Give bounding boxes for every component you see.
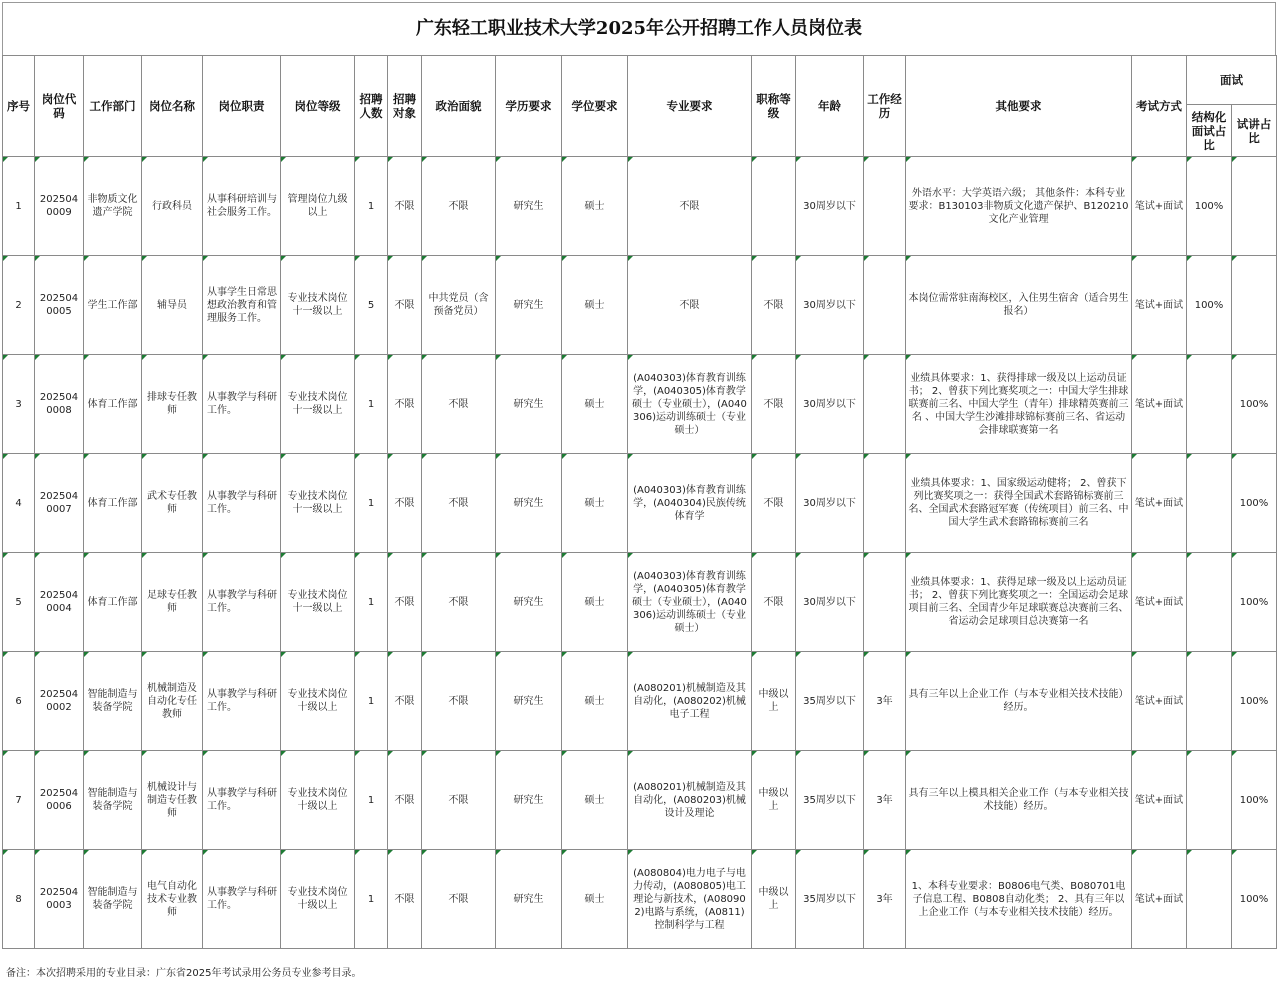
cell-lecture[interactable]: 100% (1232, 355, 1277, 454)
cell-seq[interactable]: 5 (3, 553, 35, 652)
header-political: 政治面貌 (422, 56, 496, 157)
cell-political[interactable]: 不限 (422, 454, 496, 553)
cell-name[interactable]: 电气自动化技术专业教师 (142, 850, 203, 949)
header-code: 岗位代码 (35, 56, 84, 157)
header-row (3, 56, 1277, 105)
cell-age[interactable]: 35周岁以下 (796, 850, 864, 949)
cell-exam[interactable]: 笔试+面试 (1132, 157, 1187, 256)
cell-experience[interactable]: 3年 (864, 850, 906, 949)
header-major: 专业要求 (628, 56, 752, 157)
cell-age[interactable]: 35周岁以下 (796, 652, 864, 751)
positions-table (2, 55, 1277, 949)
cell-lecture[interactable]: 100% (1232, 751, 1277, 850)
cell-structured[interactable]: 100% (1187, 256, 1232, 355)
cell-age[interactable]: 30周岁以下 (796, 355, 864, 454)
table-row (3, 355, 1277, 454)
cell-dept[interactable]: 学生工作部 (84, 256, 142, 355)
cell-political[interactable]: 中共党员（含预备党员） (422, 256, 496, 355)
header-title-level: 职称等级 (752, 56, 796, 157)
header-dept: 工作部门 (84, 56, 142, 157)
header-structured: 结构化面试占比 (1187, 105, 1232, 157)
cell-other[interactable]: 业绩具体要求：1、国家级运动健将； 2、曾获下列比赛奖项之一：获得全国武术套路锦标赛前三名、全国武术套路冠军赛（传统项目）前三名、中国大学生武术套路锦标赛前三名 (906, 454, 1132, 553)
cell-structured[interactable] (1187, 454, 1232, 553)
cell-experience[interactable] (864, 256, 906, 355)
cell-other[interactable]: 1、本科专业要求：B0806电气类、B080701电子信息工程、B0808自动化类； 2、具有三年以上企业工作（与本专业相关技术技能）经历。 (906, 850, 1132, 949)
header-seq: 序号 (3, 56, 35, 157)
cell-seq[interactable]: 6 (3, 652, 35, 751)
table-row (3, 454, 1277, 553)
cell-target[interactable]: 不限 (388, 157, 422, 256)
cell-major[interactable]: 不限 (628, 157, 752, 256)
cell-exam[interactable]: 笔试+面试 (1132, 256, 1187, 355)
cell-seq[interactable]: 3 (3, 355, 35, 454)
cell-degree[interactable]: 硕士 (562, 256, 628, 355)
cell-title-level[interactable]: 中级以上 (752, 751, 796, 850)
cell-duty[interactable]: 从事教学与科研工作。 (203, 553, 281, 652)
cell-experience[interactable] (864, 454, 906, 553)
cell-count[interactable]: 1 (355, 553, 388, 652)
cell-duty[interactable]: 从事科研培训与社会服务工作。 (203, 157, 281, 256)
cell-other[interactable]: 具有三年以上模具相关企业工作（与本专业相关技术技能）经历。 (906, 751, 1132, 850)
cell-edu[interactable]: 研究生 (496, 256, 562, 355)
cell-count[interactable]: 1 (355, 751, 388, 850)
cell-level[interactable]: 专业技术岗位十级以上 (281, 751, 355, 850)
cell-other[interactable]: 具有三年以上企业工作（与本专业相关技术技能）经历。 (906, 652, 1132, 751)
cell-code[interactable]: 2025040008 (35, 355, 84, 454)
cell-lecture[interactable]: 100% (1232, 652, 1277, 751)
cell-name[interactable]: 排球专任教师 (142, 355, 203, 454)
cell-seq[interactable]: 2 (3, 256, 35, 355)
cell-degree[interactable]: 硕士 (562, 553, 628, 652)
cell-dept[interactable]: 体育工作部 (84, 355, 142, 454)
cell-experience[interactable]: 3年 (864, 652, 906, 751)
cell-dept[interactable]: 智能制造与装备学院 (84, 850, 142, 949)
cell-political[interactable]: 不限 (422, 751, 496, 850)
cell-edu[interactable]: 研究生 (496, 652, 562, 751)
cell-exam[interactable]: 笔试+面试 (1132, 850, 1187, 949)
cell-level[interactable]: 专业技术岗位十级以上 (281, 850, 355, 949)
header-age: 年龄 (796, 56, 864, 157)
cell-political[interactable]: 不限 (422, 355, 496, 454)
cell-count[interactable]: 5 (355, 256, 388, 355)
header-edu: 学历要求 (496, 56, 562, 157)
cell-political[interactable]: 不限 (422, 850, 496, 949)
cell-duty[interactable]: 从事教学与科研工作。 (203, 355, 281, 454)
cell-other[interactable]: 业绩具体要求：1、获得足球一级及以上运动员证书； 2、曾获下列比赛奖项之一：全国运动会足球项目前三名、全国青少年足球联赛总决赛前三名、省运动会足球项目总决赛第一名 (906, 553, 1132, 652)
cell-count[interactable]: 1 (355, 157, 388, 256)
cell-code[interactable]: 2025040004 (35, 553, 84, 652)
table-row (3, 751, 1277, 850)
cell-seq[interactable]: 1 (3, 157, 35, 256)
cell-major[interactable]: (A080201)机械制造及其自动化，(A080202)机械电子工程 (628, 652, 752, 751)
cell-target[interactable]: 不限 (388, 355, 422, 454)
cell-duty[interactable]: 从事教学与科研工作。 (203, 454, 281, 553)
cell-major[interactable]: (A040303)体育教育训练学，(A040305)体育教学硕士（专业硕士），(A040306)运动训练硕士（专业硕士） (628, 553, 752, 652)
cell-dept[interactable]: 非物质文化遗产学院 (84, 157, 142, 256)
cell-exam[interactable]: 笔试+面试 (1132, 454, 1187, 553)
footnote: 备注：本次招聘采用的专业目录：广东省2025年考试录用公务员专业参考目录。 (6, 968, 362, 979)
cell-age[interactable]: 30周岁以下 (796, 256, 864, 355)
table-row (3, 850, 1277, 949)
cell-name[interactable]: 足球专任教师 (142, 553, 203, 652)
cell-political[interactable]: 不限 (422, 553, 496, 652)
cell-age[interactable]: 30周岁以下 (796, 553, 864, 652)
cell-major[interactable]: 不限 (628, 256, 752, 355)
cell-name[interactable]: 机械设计与制造专任教师 (142, 751, 203, 850)
cell-title-level[interactable]: 不限 (752, 454, 796, 553)
cell-level[interactable]: 专业技术岗位十一级以上 (281, 454, 355, 553)
cell-target[interactable]: 不限 (388, 553, 422, 652)
cell-name[interactable]: 行政科员 (142, 157, 203, 256)
table-row (3, 157, 1277, 256)
cell-exam[interactable]: 笔试+面试 (1132, 652, 1187, 751)
cell-structured[interactable] (1187, 850, 1232, 949)
table-row (3, 652, 1277, 751)
cell-code[interactable]: 2025040005 (35, 256, 84, 355)
header-other: 其他要求 (906, 56, 1132, 157)
header-name: 岗位名称 (142, 56, 203, 157)
cell-degree[interactable]: 硕士 (562, 652, 628, 751)
cell-major[interactable]: (A040303)体育教育训练学，(A040304)民族传统体育学 (628, 454, 752, 553)
page-title: 广东轻工职业技术大学2025年公开招聘工作人员岗位表 (2, 2, 1276, 55)
cell-target[interactable]: 不限 (388, 256, 422, 355)
cell-code[interactable]: 2025040006 (35, 751, 84, 850)
cell-dept[interactable]: 智能制造与装备学院 (84, 652, 142, 751)
cell-experience[interactable] (864, 355, 906, 454)
cell-structured[interactable] (1187, 355, 1232, 454)
header-count: 招聘人数 (355, 56, 388, 157)
cell-lecture[interactable] (1232, 157, 1277, 256)
cell-code[interactable]: 2025040009 (35, 157, 84, 256)
table-row (3, 553, 1277, 652)
cell-name[interactable]: 辅导员 (142, 256, 203, 355)
header-lecture: 试讲占比 (1232, 105, 1277, 157)
cell-edu[interactable]: 研究生 (496, 454, 562, 553)
cell-dept[interactable]: 智能制造与装备学院 (84, 751, 142, 850)
cell-other[interactable]: 外语水平：大学英语六级； 其他条件：本科专业要求：B130103非物质文化遗产保护、B120210文化产业管理 (906, 157, 1132, 256)
cell-lecture[interactable]: 100% (1232, 553, 1277, 652)
cell-count[interactable]: 1 (355, 652, 388, 751)
cell-structured[interactable] (1187, 553, 1232, 652)
cell-duty[interactable]: 从事学生日常思想政治教育和管理服务工作。 (203, 256, 281, 355)
cell-edu[interactable]: 研究生 (496, 751, 562, 850)
cell-title-level[interactable]: 中级以上 (752, 850, 796, 949)
cell-title-level[interactable]: 不限 (752, 355, 796, 454)
cell-code[interactable]: 2025040007 (35, 454, 84, 553)
cell-seq[interactable]: 7 (3, 751, 35, 850)
cell-edu[interactable]: 研究生 (496, 157, 562, 256)
cell-age[interactable]: 30周岁以下 (796, 157, 864, 256)
cell-seq[interactable]: 8 (3, 850, 35, 949)
cell-dept[interactable]: 体育工作部 (84, 454, 142, 553)
cell-major[interactable]: (A040303)体育教育训练学，(A040305)体育教学硕士（专业硕士），(A040306)运动训练硕士（专业硕士） (628, 355, 752, 454)
cell-duty[interactable]: 从事教学与科研工作。 (203, 652, 281, 751)
cell-count[interactable]: 1 (355, 355, 388, 454)
cell-experience[interactable]: 3年 (864, 751, 906, 850)
table-row (3, 256, 1277, 355)
header-target: 招聘对象 (388, 56, 422, 157)
cell-code[interactable]: 2025040002 (35, 652, 84, 751)
cell-target[interactable]: 不限 (388, 850, 422, 949)
header-exam: 考试方式 (1132, 56, 1187, 157)
cell-level[interactable]: 专业技术岗位十级以上 (281, 652, 355, 751)
cell-target[interactable]: 不限 (388, 454, 422, 553)
cell-title-level[interactable]: 中级以上 (752, 652, 796, 751)
cell-political[interactable]: 不限 (422, 157, 496, 256)
cell-edu[interactable]: 研究生 (496, 850, 562, 949)
cell-level[interactable]: 专业技术岗位十一级以上 (281, 355, 355, 454)
cell-name[interactable]: 武术专任教师 (142, 454, 203, 553)
header-duty: 岗位职责 (203, 56, 281, 157)
cell-lecture[interactable]: 100% (1232, 850, 1277, 949)
cell-experience[interactable] (864, 157, 906, 256)
cell-major[interactable]: (A080804)电力电子与电力传动，(A080805)电工理论与新技术，(A080902)电路与系统，(A0811)控制科学与工程 (628, 850, 752, 949)
cell-degree[interactable]: 硕士 (562, 157, 628, 256)
cell-experience[interactable] (864, 553, 906, 652)
cell-lecture[interactable] (1232, 256, 1277, 355)
header-degree: 学位要求 (562, 56, 628, 157)
cell-degree[interactable]: 硕士 (562, 751, 628, 850)
cell-edu[interactable]: 研究生 (496, 355, 562, 454)
cell-age[interactable]: 35周岁以下 (796, 751, 864, 850)
cell-age[interactable]: 30周岁以下 (796, 454, 864, 553)
cell-code[interactable]: 2025040003 (35, 850, 84, 949)
cell-exam[interactable]: 笔试+面试 (1132, 751, 1187, 850)
cell-count[interactable]: 1 (355, 850, 388, 949)
header-experience: 工作经历 (864, 56, 906, 157)
cell-target[interactable]: 不限 (388, 751, 422, 850)
header-level: 岗位等级 (281, 56, 355, 157)
cell-political[interactable]: 不限 (422, 652, 496, 751)
cell-other[interactable]: 本岗位需常驻南海校区，入住男生宿舍（适合男生报名） (906, 256, 1132, 355)
spreadsheet (2, 2, 1276, 979)
cell-target[interactable]: 不限 (388, 652, 422, 751)
cell-degree[interactable]: 硕士 (562, 850, 628, 949)
cell-dept[interactable]: 体育工作部 (84, 553, 142, 652)
cell-exam[interactable]: 笔试+面试 (1132, 553, 1187, 652)
cell-level[interactable]: 专业技术岗位十一级以上 (281, 553, 355, 652)
cell-degree[interactable]: 硕士 (562, 355, 628, 454)
cell-major[interactable]: (A080201)机械制造及其自动化，(A080203)机械设计及理论 (628, 751, 752, 850)
cell-exam[interactable]: 笔试+面试 (1132, 355, 1187, 454)
cell-structured[interactable] (1187, 751, 1232, 850)
cell-structured[interactable]: 100% (1187, 157, 1232, 256)
cell-edu[interactable]: 研究生 (496, 553, 562, 652)
cell-seq[interactable]: 4 (3, 454, 35, 553)
cell-other[interactable]: 业绩具体要求：1、获得排球一级及以上运动员证书； 2、曾获下列比赛奖项之一：中国大学生排球联赛前三名、中国大学生（青年）排球精英赛前三名 、中国大学生沙滩排球锦标赛前三名、省运动会排球联赛第一名 (906, 355, 1132, 454)
cell-duty[interactable]: 从事教学与科研工作。 (203, 850, 281, 949)
cell-count[interactable]: 1 (355, 454, 388, 553)
cell-structured[interactable] (1187, 652, 1232, 751)
header-interview: 面试 (1187, 56, 1277, 105)
cell-degree[interactable]: 硕士 (562, 454, 628, 553)
cell-level[interactable]: 专业技术岗位十一级以上 (281, 256, 355, 355)
cell-name[interactable]: 机械制造及自动化专任教师 (142, 652, 203, 751)
cell-lecture[interactable]: 100% (1232, 454, 1277, 553)
cell-level[interactable]: 管理岗位九级以上 (281, 157, 355, 256)
cell-title-level[interactable]: 不限 (752, 553, 796, 652)
cell-duty[interactable]: 从事教学与科研工作。 (203, 751, 281, 850)
cell-title-level[interactable]: 不限 (752, 256, 796, 355)
cell-title-level[interactable] (752, 157, 796, 256)
